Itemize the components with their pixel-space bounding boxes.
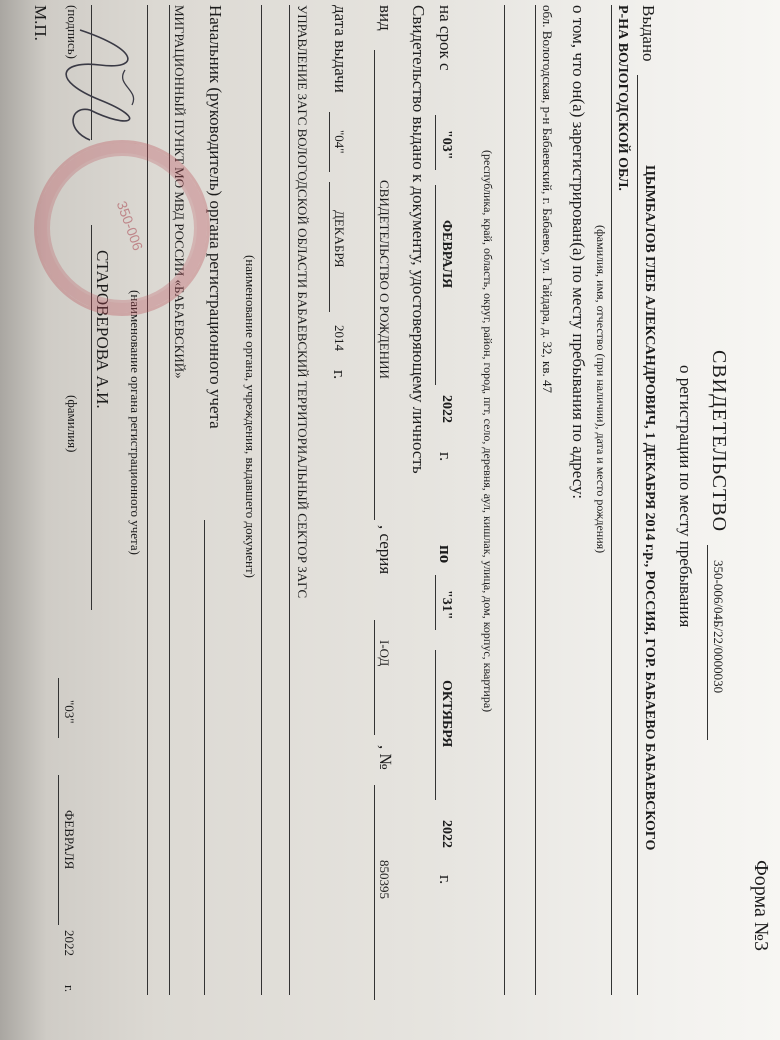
issued-to-line-2: [611, 5, 612, 995]
term-from-month: ФЕВРАЛЯ: [439, 220, 454, 289]
head-label: Начальник (руководитель) органа регистрационного учета: [206, 5, 225, 429]
registration-body-caption: (наименование органа регистрационного учета): [128, 290, 143, 555]
document-subtitle: о регистрации по месту пребывания: [676, 365, 695, 628]
document-title: СВИДЕТЕЛЬСТВО: [708, 350, 730, 533]
surname-caption: (фамилия): [65, 395, 80, 453]
address-line-2: [504, 5, 505, 995]
registration-body-value: МИГРАЦИОННЫЙ ПУНКТ МО МВД РОССИИ «БАБАЕВСКИЙ»: [172, 5, 187, 379]
certificate-number: 350-006/04Б/22/0000030: [711, 560, 726, 694]
document-number-value: 850395: [377, 860, 392, 899]
issued-to-value-cont: Р-НА ВОЛОГОДСКОЙ ОБЛ.: [615, 5, 630, 191]
term-from-label: на срок с: [436, 5, 455, 71]
issuing-authority-value: УПРАВЛЕНИЕ ЗАГС ВОЛОГОДСКОЙ ОБЛАСТИ БАБАЕВСКИЙ ТЕРРИТОРИАЛЬНЫЙ СЕКТОР ЗАГС: [295, 5, 310, 599]
handwritten-signature: [40, 10, 160, 150]
issue-date-day: "04": [332, 130, 347, 154]
term-from-year-suffix: г.: [436, 452, 455, 462]
address-value: обл. Вологодская, р-н Бабаевский, г. Бабаево, ул. Гайдара, д. 32, кв. 47: [540, 5, 555, 394]
signature-caption: (подпись): [65, 5, 80, 59]
head-name-value: СТАРОВЕРОВА А.И.: [93, 250, 112, 409]
issue-date-year: 2014: [332, 325, 347, 351]
term-from-year: 2022: [439, 395, 454, 423]
document-series-label: , серия: [376, 525, 395, 575]
registered-statement: о том, что он(а) зарегистрирован(а) по месту пребывания по адресу:: [569, 5, 588, 500]
document-series-value: I-ОД: [377, 640, 392, 667]
term-to-label: по: [436, 545, 455, 564]
term-to-month-line: [435, 650, 436, 800]
term-to-day: "31": [439, 590, 454, 620]
issue-date-suffix: г.: [330, 370, 349, 380]
address-caption: (республика, край, область, округ, район, город, пгт, село, деревня, аул, кишлак, улица, дом, корпус, квартира): [481, 150, 495, 713]
term-to-day-line: [435, 575, 436, 630]
issue-date-month: ДЕКАБРЯ: [332, 210, 347, 268]
term-to-year-suffix: г.: [436, 875, 455, 885]
signed-date-day-line: [58, 678, 59, 738]
term-from-month-line: [435, 185, 436, 385]
term-to-month: ОКТЯБРЯ: [439, 680, 454, 748]
document-statement: Свидетельство выдано к документу, удостоверяющему личность: [409, 5, 428, 474]
stamp-number: 350-006: [113, 198, 147, 253]
address-line: [535, 5, 536, 995]
term-from-day: "03": [439, 130, 454, 160]
signed-date-month: ФЕВРАЛЯ: [62, 810, 77, 870]
document-kind-line: [374, 50, 375, 520]
issued-to-value: ЦЫМБАЛОВ ГЛЕБ АЛЕКСАНДРОВИЧ, 1 ДЕКАБРЯ 2014 г.р., РОССИЯ, ГОР. БАБАЕВО БАБАЕВСКОГО: [642, 165, 657, 851]
issued-to-line: [637, 75, 638, 995]
issue-date-day-line: [329, 112, 330, 172]
issuing-authority-caption: (наименование органа, учреждения, выдавшего документ): [243, 255, 258, 579]
document-number-label: , №: [376, 745, 395, 770]
certificate-number-line: [707, 545, 708, 740]
head-label-line: [204, 520, 205, 995]
term-from-day-line: [435, 115, 436, 170]
document-number-line: [374, 785, 375, 1000]
issuing-authority-line-2: [261, 5, 262, 995]
stamp-place-label: М.П.: [31, 5, 50, 41]
issue-date-month-line: [329, 182, 330, 312]
signed-date-day: "03": [62, 700, 77, 724]
signed-date-year: 2022: [62, 930, 77, 956]
form-number: Форма №3: [750, 860, 772, 951]
document-kind-value: СВИДЕТЕЛЬСТВО О РОЖДЕНИИ: [377, 180, 392, 379]
signed-date-suffix: г.: [62, 985, 77, 993]
document-kind-label: вид: [376, 5, 395, 31]
issued-to-caption: (фамилия, имя, отчество (при наличии), дата и место рождения): [594, 225, 608, 554]
issuing-authority-line: [289, 5, 290, 995]
signed-date-month-line: [58, 775, 59, 925]
term-to-year: 2022: [439, 820, 454, 848]
document-series-line: [374, 620, 375, 735]
issue-date-label: дата выдачи: [331, 5, 350, 93]
issued-label: Выдано: [639, 5, 658, 62]
